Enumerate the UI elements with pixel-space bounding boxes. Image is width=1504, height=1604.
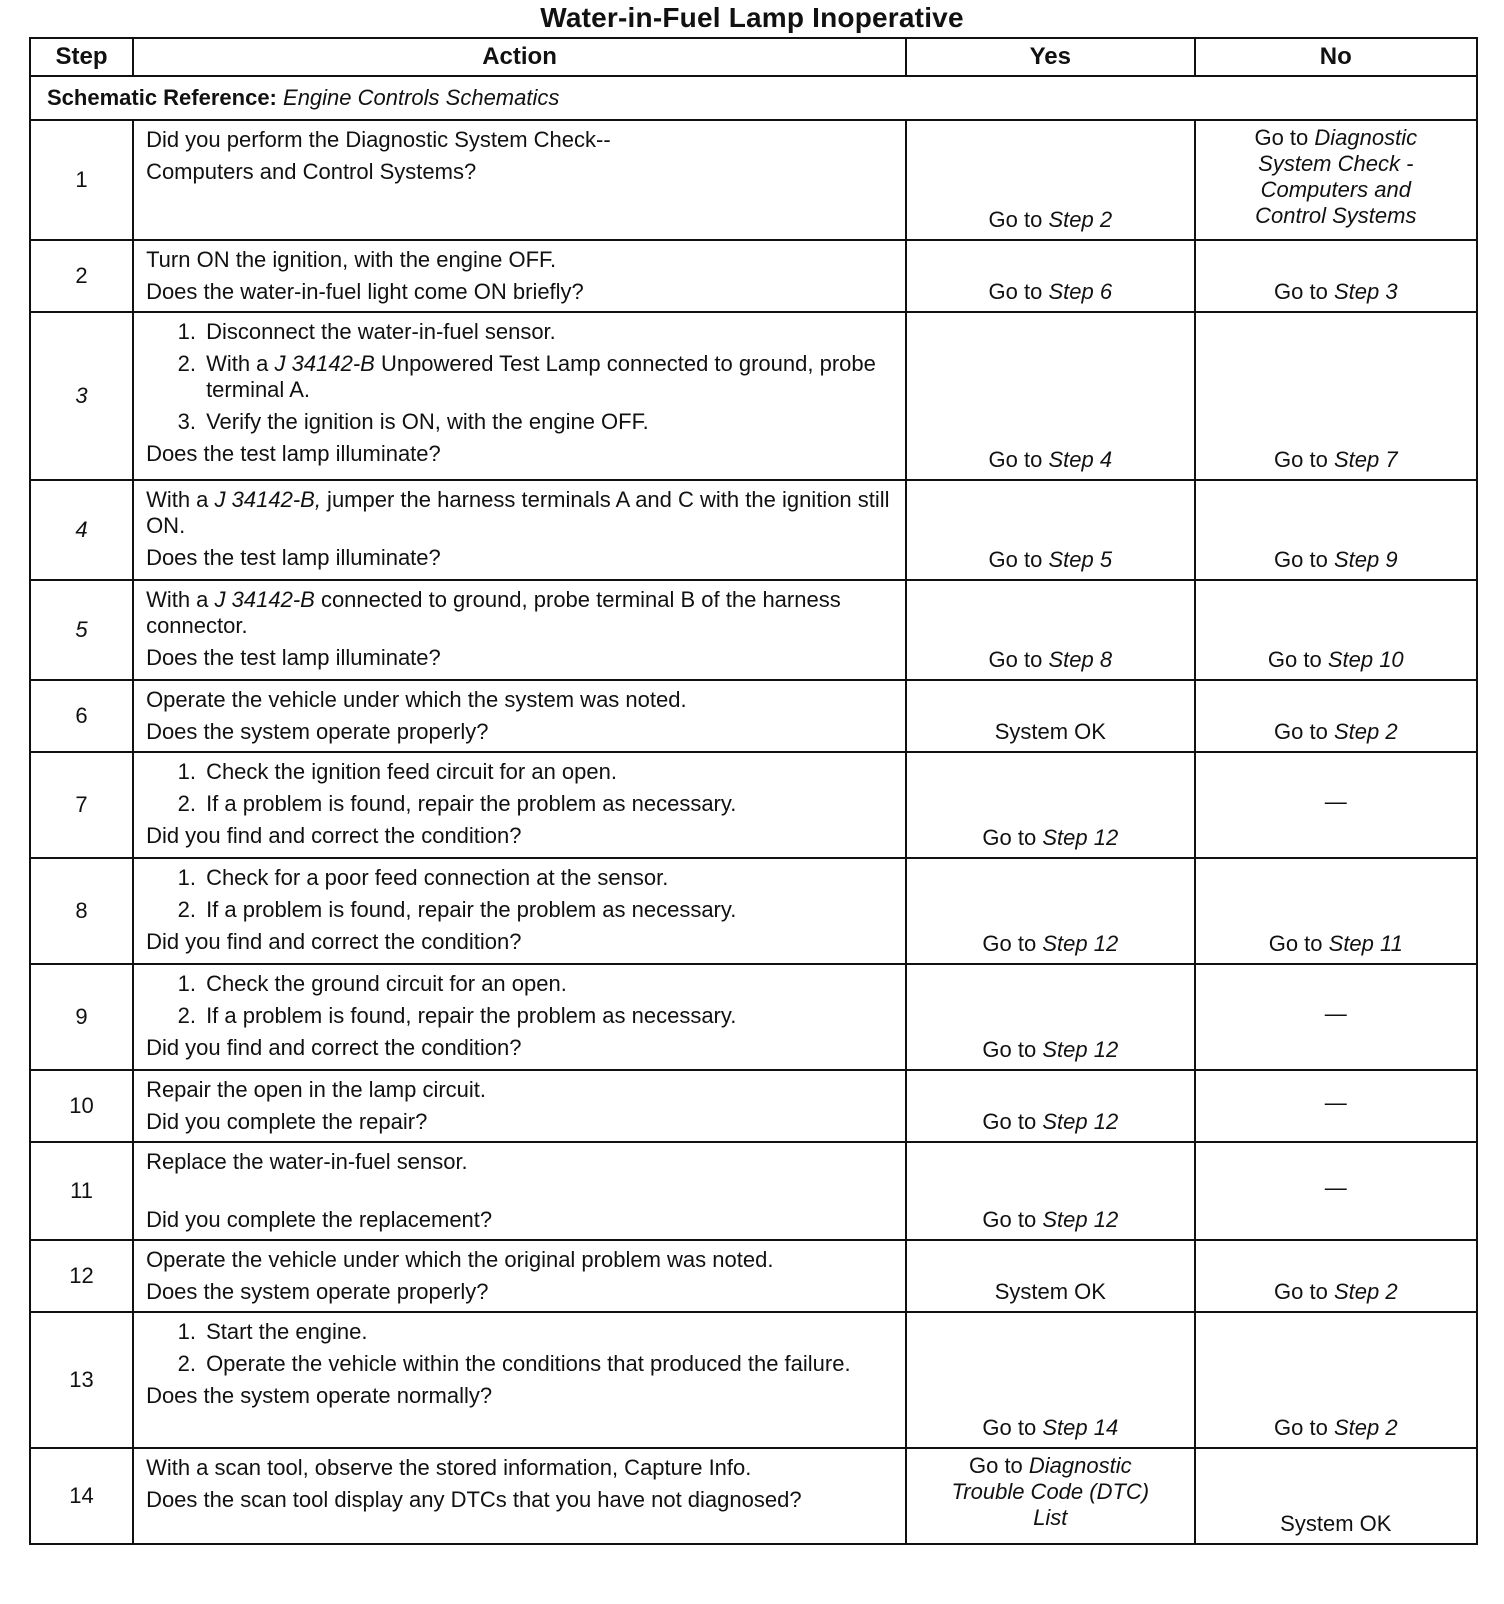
text-segment: With a <box>146 487 215 512</box>
action-cell <box>133 120 906 240</box>
action-text: Did you perform the Diagnostic System Check-- <box>146 127 611 152</box>
go-to-label: Go to <box>988 547 1049 572</box>
action-cell <box>133 1448 906 1544</box>
text-segment: connected to ground, probe terminal B of the harness connector. <box>146 587 841 638</box>
action-steps-list <box>146 971 895 1029</box>
step-reference: Step 3 <box>1333 279 1398 304</box>
yes-cell <box>906 240 1195 312</box>
step-row <box>30 858 1477 964</box>
no-cell <box>1195 1448 1477 1544</box>
action-question: Did you complete the replacement? <box>146 1207 493 1232</box>
step-row <box>30 752 1477 858</box>
go-to-label: Go to <box>982 931 1043 956</box>
action-text: Computers and Control Systems? <box>146 159 477 184</box>
action-cell <box>133 1312 906 1448</box>
yes-cell <box>906 858 1195 964</box>
step-row <box>30 1448 1477 1544</box>
action-question: Does the system operate properly? <box>146 719 489 744</box>
link-line: Control Systems <box>1255 203 1417 228</box>
go-to-link[interactable] <box>982 1037 1118 1062</box>
no-cell <box>1195 1142 1477 1240</box>
action-question: Did you find and correct the condition? <box>146 929 522 954</box>
step-reference: Step 2 <box>1333 1415 1398 1440</box>
go-to-label: Go to <box>1274 1415 1334 1440</box>
dash: — <box>1324 1090 1347 1115</box>
action-text: With a scan tool, observe the stored information, Capture Info. <box>146 1455 752 1480</box>
action-step: 2. If a problem is found, repair the problem as necessary. <box>202 791 895 817</box>
go-to-link[interactable] <box>1274 719 1398 744</box>
action-step <box>202 351 895 403</box>
action-steps-list <box>146 759 895 817</box>
action-cell <box>133 480 906 580</box>
step-row <box>30 312 1477 480</box>
step-reference: Step 12 <box>1042 1037 1119 1062</box>
step-reference: Step 2 <box>1333 719 1398 744</box>
action-step: 1. Check for a poor feed connection at the sensor. <box>202 865 895 891</box>
result-text: System OK <box>994 719 1106 744</box>
action-steps-list <box>146 865 895 923</box>
go-to-label: Go to <box>1268 931 1329 956</box>
yes-cell <box>906 752 1195 858</box>
header-yes: Yes <box>906 38 1195 76</box>
header-step: Step <box>30 38 133 76</box>
no-cell <box>1195 680 1477 752</box>
go-to-link[interactable] <box>1274 447 1398 472</box>
step-row <box>30 120 1477 240</box>
go-to-label: Go to <box>1274 447 1334 472</box>
step-number: 5 <box>30 580 133 680</box>
diagnostic-table <box>29 37 1478 1545</box>
header-no: No <box>1195 38 1477 76</box>
step-row <box>30 1312 1477 1448</box>
go-to-label: Go to <box>1274 547 1334 572</box>
text-segment: With a <box>146 587 215 612</box>
step-number: 13 <box>30 1312 133 1448</box>
no-cell <box>1195 752 1477 858</box>
step-row <box>30 1070 1477 1142</box>
text-segment: Unpowered Test Lamp connected to ground, probe terminal A. <box>206 351 876 402</box>
link-line <box>1196 125 1476 151</box>
no-cell <box>1195 580 1477 680</box>
tool-reference: J 34142-B, <box>214 487 321 512</box>
go-to-label: Go to <box>982 1207 1043 1232</box>
go-to-link[interactable] <box>1274 1415 1398 1440</box>
action-step: 2. If a problem is found, repair the problem as necessary. <box>202 1003 895 1029</box>
go-to-link[interactable] <box>982 1109 1118 1134</box>
no-cell <box>1195 964 1477 1070</box>
result-text: System OK <box>1280 1511 1392 1536</box>
go-to-link[interactable] <box>1274 1279 1398 1304</box>
step-number: 6 <box>30 680 133 752</box>
go-to-label: Go to <box>988 279 1049 304</box>
no-cell <box>1195 480 1477 580</box>
yes-cell <box>906 1070 1195 1142</box>
step-number: 12 <box>30 1240 133 1312</box>
step-number: 14 <box>30 1448 133 1544</box>
go-to-label: Go to <box>1254 125 1315 150</box>
yes-cell <box>906 1240 1195 1312</box>
action-question: Does the water-in-fuel light come ON briefly? <box>146 279 584 304</box>
action-step: 2. If a problem is found, repair the problem as necessary. <box>202 897 895 923</box>
step-row <box>30 1142 1477 1240</box>
yes-cell <box>906 1448 1195 1544</box>
go-to-link[interactable] <box>1269 931 1403 956</box>
step-reference: Step 12 <box>1042 825 1119 850</box>
go-to-label: Go to <box>988 647 1049 672</box>
step-row <box>30 680 1477 752</box>
step-row <box>30 240 1477 312</box>
action-cell <box>133 1142 906 1240</box>
action-text: Operate the vehicle under which the original problem was noted. <box>146 1247 774 1272</box>
go-to-label: Go to <box>988 447 1049 472</box>
action-text: Turn ON the ignition, with the engine OFF. <box>146 247 557 272</box>
go-to-label: Go to <box>982 1415 1043 1440</box>
no-cell <box>1195 1312 1477 1448</box>
step-number: 4 <box>30 480 133 580</box>
action-question: Does the scan tool display any DTCs that you have not diagnosed? <box>146 1487 802 1512</box>
schematic-link[interactable]: Engine Controls Schematics <box>283 85 560 110</box>
text-segment: jumper the harness terminals A and C with the ignition still ON. <box>146 487 890 538</box>
step-reference: Step 12 <box>1042 1207 1119 1232</box>
step-reference: Step 14 <box>1042 1415 1119 1440</box>
action-cell <box>133 858 906 964</box>
dash: — <box>1324 1001 1347 1026</box>
no-cell <box>1195 1070 1477 1142</box>
go-to-link[interactable] <box>982 825 1118 850</box>
action-question: Does the system operate properly? <box>146 1279 489 1304</box>
step-reference: Step 12 <box>1042 931 1119 956</box>
link-line: System Check - <box>1258 151 1414 176</box>
action-question: Did you find and correct the condition? <box>146 823 522 848</box>
action-cell <box>133 964 906 1070</box>
step-number: 2 <box>30 240 133 312</box>
yes-cell <box>906 580 1195 680</box>
action-step: 2. Operate the vehicle within the conditions that produced the failure. <box>202 1351 895 1377</box>
link-text: Diagnostic <box>1028 1453 1132 1478</box>
go-to-label: Go to <box>1274 279 1334 304</box>
go-to-label: Go to <box>982 1037 1043 1062</box>
action-question: Does the test lamp illuminate? <box>146 645 441 670</box>
action-text <box>146 487 895 539</box>
action-step: 1. Check the ground circuit for an open. <box>202 971 895 997</box>
no-cell <box>1195 120 1477 240</box>
action-step: 1. Check the ignition feed circuit for an open. <box>202 759 895 785</box>
page-title: Water-in-Fuel Lamp Inoperative <box>540 2 964 33</box>
step-number: 11 <box>30 1142 133 1240</box>
go-to-link[interactable] <box>989 647 1113 672</box>
step-number: 10 <box>30 1070 133 1142</box>
action-cell <box>133 312 906 480</box>
step-reference: Step 6 <box>1048 279 1113 304</box>
no-cell <box>1195 858 1477 964</box>
step-row <box>30 1240 1477 1312</box>
yes-cell <box>906 680 1195 752</box>
yes-cell <box>906 120 1195 240</box>
action-text: Replace the water-in-fuel sensor. <box>146 1149 468 1174</box>
action-step: 1. Disconnect the water-in-fuel sensor. <box>202 319 895 345</box>
spacer <box>146 1175 895 1201</box>
go-to-link[interactable] <box>1268 647 1404 672</box>
action-question: Does the test lamp illuminate? <box>146 441 441 466</box>
result-text: System OK <box>994 1279 1106 1304</box>
action-text <box>146 587 895 639</box>
action-question: Did you complete the repair? <box>146 1109 428 1134</box>
link-line: List <box>1033 1505 1068 1530</box>
step-number: 7 <box>30 752 133 858</box>
go-to-label: Go to <box>982 825 1043 850</box>
yes-cell <box>906 1312 1195 1448</box>
step-number: 1 <box>30 120 133 240</box>
go-to-link[interactable] <box>982 1207 1118 1232</box>
go-to-link[interactable] <box>989 279 1113 304</box>
step-reference: Step 2 <box>1048 207 1113 232</box>
schematic-reference <box>30 76 1477 120</box>
step-number: 9 <box>30 964 133 1070</box>
action-question: Does the system operate normally? <box>146 1383 493 1408</box>
step-reference: Step 2 <box>1333 1279 1398 1304</box>
link-text: Diagnostic <box>1314 125 1418 150</box>
action-cell <box>133 1240 906 1312</box>
action-step: 3. Verify the ignition is ON, with the engine OFF. <box>202 409 895 435</box>
action-text: Operate the vehicle under which the system was noted. <box>146 687 687 712</box>
text-segment: With a <box>206 351 275 376</box>
no-cell <box>1195 1240 1477 1312</box>
go-to-label: Go to <box>982 1109 1043 1134</box>
action-cell <box>133 752 906 858</box>
no-cell <box>1195 240 1477 312</box>
schematic-row <box>30 76 1477 120</box>
action-question: Did you find and correct the condition? <box>146 1035 522 1060</box>
action-cell <box>133 240 906 312</box>
link-line <box>907 1453 1194 1479</box>
action-cell <box>133 580 906 680</box>
go-to-link[interactable] <box>989 547 1113 572</box>
yes-cell <box>906 964 1195 1070</box>
go-to-link[interactable] <box>982 1415 1118 1440</box>
tool-reference: J 34142-B <box>214 587 315 612</box>
go-to-label: Go to <box>968 1453 1029 1478</box>
tool-reference: J 34142-B <box>274 351 375 376</box>
go-to-link[interactable] <box>1196 125 1476 229</box>
step-row <box>30 580 1477 680</box>
action-cell <box>133 680 906 752</box>
step-reference: Step 4 <box>1048 447 1113 472</box>
go-to-label: Go to <box>1267 647 1328 672</box>
link-line: Computers and <box>1260 177 1411 202</box>
dash: — <box>1324 789 1347 814</box>
step-row <box>30 480 1477 580</box>
go-to-label: Go to <box>1274 719 1334 744</box>
action-cell <box>133 1070 906 1142</box>
yes-cell <box>906 1142 1195 1240</box>
step-number: 3 <box>30 312 133 480</box>
action-question: Does the test lamp illuminate? <box>146 545 441 570</box>
step-reference: Step 9 <box>1333 547 1398 572</box>
yes-cell <box>906 312 1195 480</box>
step-reference: Step 10 <box>1327 647 1404 672</box>
action-text: Repair the open in the lamp circuit. <box>146 1077 487 1102</box>
header-row <box>30 38 1477 76</box>
step-row <box>30 964 1477 1070</box>
step-reference: Step 5 <box>1048 547 1113 572</box>
step-reference: Step 12 <box>1042 1109 1119 1134</box>
step-reference: Step 7 <box>1333 447 1398 472</box>
header-action: Action <box>133 38 906 76</box>
go-to-link[interactable] <box>907 1453 1194 1531</box>
step-reference: Step 8 <box>1048 647 1113 672</box>
go-to-label: Go to <box>988 207 1049 232</box>
action-steps-list <box>146 319 895 435</box>
dash: — <box>1324 1175 1347 1200</box>
go-to-link[interactable] <box>989 447 1113 472</box>
schematic-label: Schematic Reference: <box>47 85 277 110</box>
step-number: 8 <box>30 858 133 964</box>
yes-cell <box>906 480 1195 580</box>
go-to-link[interactable] <box>989 207 1113 232</box>
go-to-label: Go to <box>1274 1279 1334 1304</box>
action-step: 1. Start the engine. <box>202 1319 895 1345</box>
link-line: Trouble Code (DTC) <box>951 1479 1150 1504</box>
go-to-link[interactable] <box>1274 279 1398 304</box>
no-cell <box>1195 312 1477 480</box>
action-steps-list <box>146 1319 895 1377</box>
go-to-link[interactable] <box>982 931 1118 956</box>
go-to-link[interactable] <box>1274 547 1398 572</box>
step-reference: Step 11 <box>1328 931 1403 956</box>
